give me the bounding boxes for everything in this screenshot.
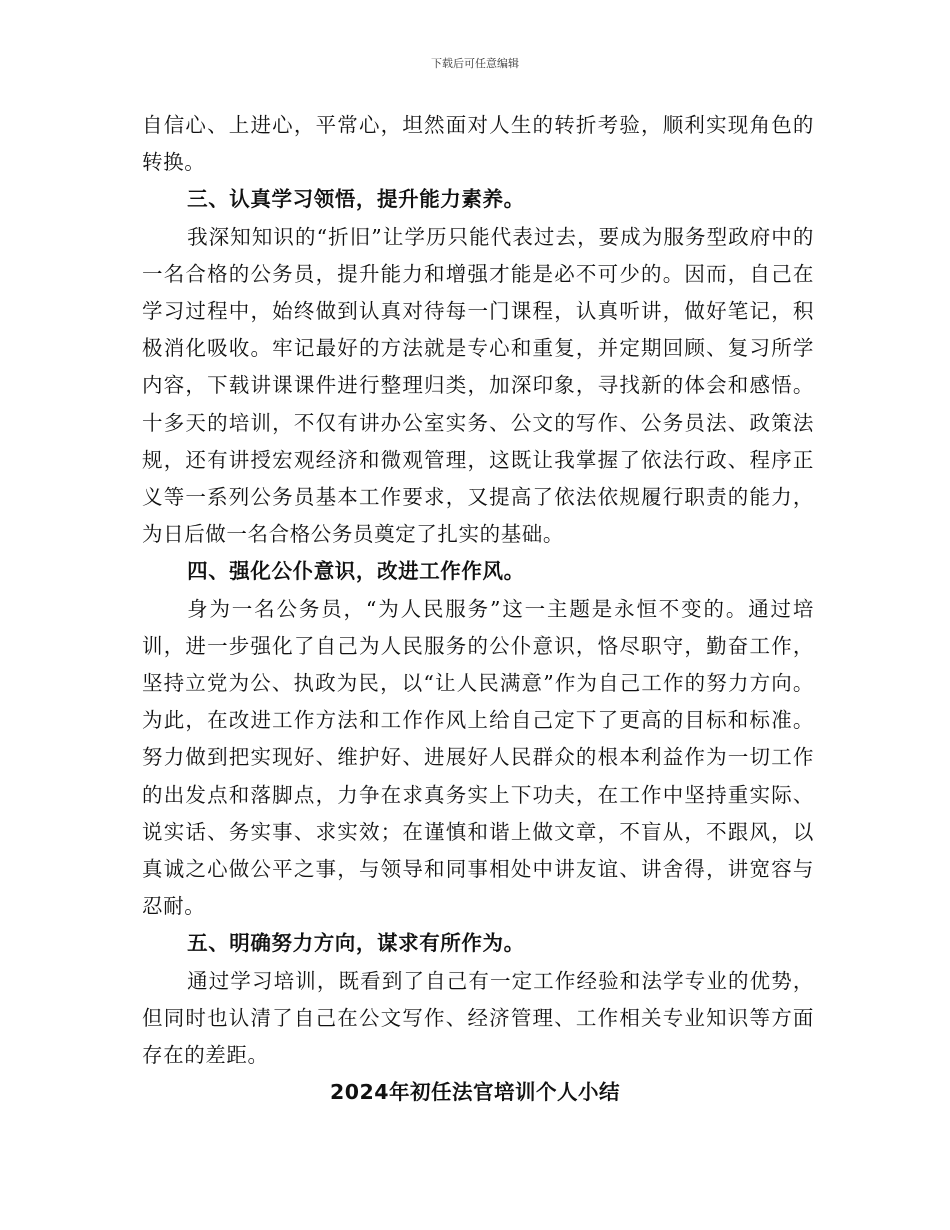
paragraph-learning: 我深知知识的“折旧”让学历只能代表过去，要成为服务型政府中的一名合格的公务员，提升能力和增强才能是必不可少的。因而，自己在学习过程中，始终做到认真对待每一门课程，认真听讲，做好笔记，积极消化吸收。牢记最好的方法就是专心和重复，并定期回顾、复习所学内容，下载讲课课件进行整理归类，加深印象，寻找新的体会和感悟。十多天的培训，不仅有讲办公室实务、公文的写作、公务员法、政策法规，还有讲授宏观经济和微观管理，这既让我掌握了依法行政、程序正义等一系列公务员基本工作要求，又提高了依法依规履行职责的能力，为日后做一名合格公务员奠定了扎实的基础。: [142, 224, 814, 547]
paragraph-continuation: 自信心、上进心，平常心，坦然面对人生的转折考验，顺利实现角色的转换。: [142, 113, 814, 175]
section-heading-4: 四、强化公仆意识，改进工作作风。: [187, 559, 525, 584]
paragraph-service: 身为一名公务员，“为人民服务”这一主题是永恒不变的。通过培训，进一步强化了自己为人民服务的公仆意识，恪尽职守，勤奋工作，坚持立党为公、执政为民，以“让人民满意”作为自己工作的努力方向。为此，在改进工作方法和工作作风上给自己定下了更高的目标和标准。努力做到把实现好、维护好、进展好人民群众的根本利益作为一切工作的出发点和落脚点，力争在求真务实上下功夫，在工作中坚持重实际、说实话、务实事、求实效；在谨慎和谐上做文章，不盲从，不跟风，以真诚之心做公平之事，与领导和同事相处中讲友谊、讲舍得，讲宽容与忍耐。: [142, 596, 814, 919]
header-note: 下载后可任意编辑: [431, 57, 519, 70]
section-heading-3: 三、认真学习领悟，提升能力素养。: [187, 187, 525, 212]
section-heading-5: 五、明确努力方向，谋求有所作为。: [187, 931, 525, 956]
paragraph-direction: 通过学习培训，既看到了自己有一定工作经验和法学专业的优势，但同时也认清了自己在公文写作、经济管理、工作相关专业知识等方面存在的差距。: [142, 968, 814, 1068]
next-document-title: 2024年初任法官培训个人小结: [329, 1080, 621, 1104]
document-body: [142, 107, 814, 1074]
